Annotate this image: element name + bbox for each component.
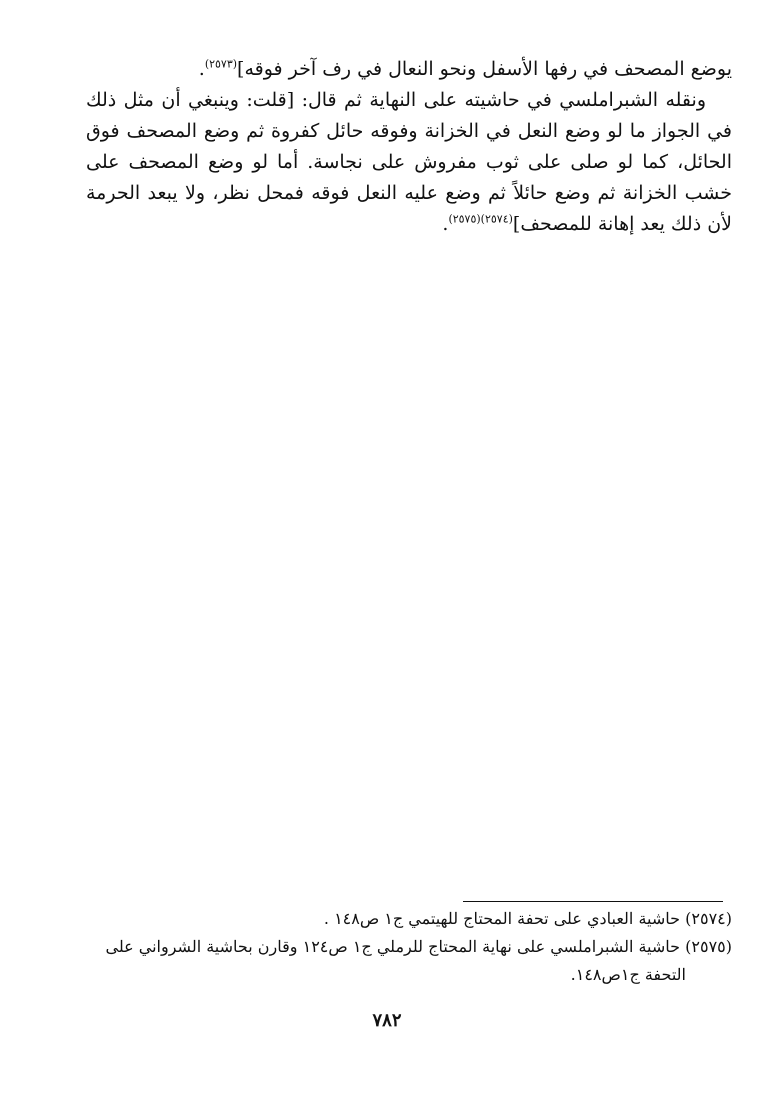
paragraph-1 <box>86 54 732 85</box>
footnote-refs-2574-2575: (٢٥٧٤)(٢٥٧٥) <box>448 212 513 226</box>
main-text <box>86 54 732 240</box>
paragraph-1-end: . <box>198 58 205 80</box>
paragraph-2 <box>86 85 732 240</box>
paragraph-2-text: ونقله الشبراملسي في حاشيته على النهاية ثم قال: [قلت: وينبغي أن مثل ذلك في الجواز ما لو وضع النعل في الخزانة وفوقه حائل كفروة ثم وضع المصحف فوق الحائل، كما لو صلى على ثوب مفروش على نجاسة. أما لو وضع المصحف على خشب الخزانة ثم وضع حائلاً ثم وضع عليه النعل فوقه فمحل نظر، ولا يبعد الحرمة لأن ذلك يعد إهانة للمصحف] <box>86 89 732 235</box>
paragraph-1-text: يوضع المصحف في رفها الأسفل ونحو النعال في رف آخر فوقه] <box>237 58 732 80</box>
footnote-2574: (٢٥٧٤) حاشية العبادي على تحفة المحتاج للهيتمي ج١ ص١٤٨ . <box>323 909 732 928</box>
page-number: ٧٨٢ <box>372 1010 402 1031</box>
footnotes <box>76 905 732 989</box>
footnote-2575-continued: التحفة ج١ص١٤٨. <box>570 965 686 984</box>
footnote-ref-2573: (٢٥٧٣) <box>204 57 238 71</box>
footnote-separator <box>463 901 723 902</box>
paragraph-2-end: . <box>442 213 449 235</box>
footnote-2575: (٢٥٧٥) حاشية الشبراملسي على نهاية المحتاج للرملي ج١ ص١٢٤ وقارن بحاشية الشرواني على <box>105 937 732 956</box>
